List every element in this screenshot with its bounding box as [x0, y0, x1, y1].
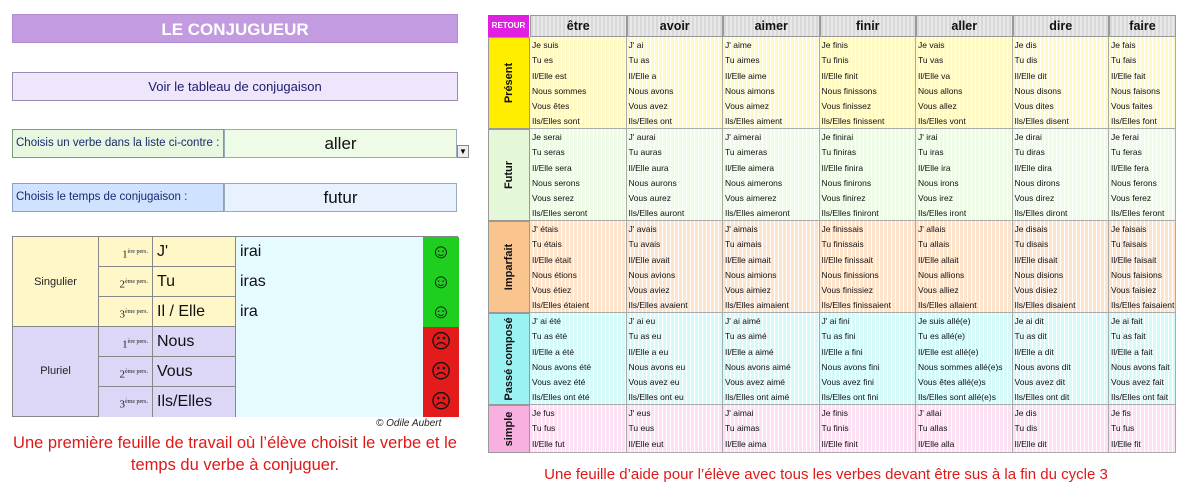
conjugation-line: Tu finiras: [821, 147, 857, 158]
tense-label: Choisis le temps de conjugaison :: [12, 183, 224, 212]
conjugation-line: Nous avons fini: [821, 361, 880, 372]
conjugation-line: Vous étiez: [532, 285, 572, 296]
person-number: 3: [119, 308, 125, 321]
conjugation-line: Tu vas: [918, 55, 944, 66]
conjugation-line: Il/Elle eut: [628, 438, 664, 449]
person-label: [99, 237, 152, 267]
conjugation-line: Ils/Elles auront: [628, 208, 685, 219]
credit: © Odile Aubert: [376, 418, 442, 429]
person-number: 2: [119, 278, 125, 291]
verb-select[interactable]: aller: [224, 129, 457, 158]
conjugation-line: Tu fus: [532, 423, 556, 434]
conjugation-line: J' étais: [532, 224, 559, 234]
conjugation-line: Tu feras: [1111, 147, 1142, 158]
conjugation-line: Nous ferons: [1111, 177, 1157, 188]
person-number: 1: [122, 248, 128, 261]
conjugation-line: Nous disons: [1014, 85, 1062, 96]
conjugation-line: Il/Elle aima: [725, 438, 767, 449]
verb-header: être: [530, 15, 627, 37]
conjugation-line: Ils/Elles ont fait: [1111, 392, 1169, 403]
conjugation-line: Nous avions: [628, 269, 676, 280]
conjugation-line: Il/Elle est: [532, 70, 567, 81]
conjugation-line: Ils/Elles aiment: [725, 116, 783, 127]
conjugation-line: Vous aimiez: [725, 285, 771, 296]
conjugation-line: Ils/Elles seront: [532, 208, 588, 219]
conjugation-line: Nous dirons: [1014, 177, 1060, 188]
conjugation-line: Ils/Elles sont: [532, 116, 580, 127]
conjugation-line: Il/Elle a eu: [628, 346, 669, 357]
conjugation-line: Tu allais: [918, 239, 950, 250]
person-label: [99, 297, 152, 327]
conjugation-line: Nous sommes allé(e)s: [918, 361, 1003, 372]
conjugation-line: Il/Elle a fini: [821, 346, 863, 357]
person-suffix: ème pers.: [125, 369, 148, 375]
conjugation-cell: [820, 221, 917, 313]
conjugation-cell: [820, 405, 917, 453]
conjugation-line: Tu aimes: [725, 55, 760, 66]
pronoun: Nous: [152, 327, 236, 357]
conjugation-cell: [530, 405, 627, 453]
conjugation-line: Il/Elle est allé(e): [918, 346, 979, 357]
conjugation-line: Vous allez: [918, 101, 957, 112]
tense-label: [488, 129, 530, 221]
conjugation-line: Tu dis: [1014, 423, 1038, 434]
conjugation-line: Vous ferez: [1111, 193, 1152, 204]
conjugation-cell: [530, 37, 627, 129]
conjugation-line: Ils/Elles avaient: [628, 300, 688, 311]
conjugation-line: Je dis: [1014, 40, 1037, 50]
verb-header: faire: [1109, 15, 1176, 37]
tense-label: [488, 313, 530, 405]
conjugation-line: Je fais: [1111, 40, 1136, 50]
conjugation-line: J' ai aimé: [725, 316, 761, 326]
conjugation-line: Tu as fait: [1111, 331, 1146, 342]
conjugation-line: Nous aimerons: [725, 177, 783, 188]
person-suffix: ème pers.: [125, 279, 148, 285]
conjugation-line: J' aimerai: [725, 132, 762, 142]
conjugation-line: Vous avez fini: [821, 377, 874, 388]
conjugation-line: Vous finissiez: [821, 285, 873, 296]
conjugation-cell: [627, 405, 724, 453]
conjugation-line: Il/Elle fit: [1111, 438, 1141, 449]
conjugation-line: Il/Elle allait: [918, 254, 959, 265]
verb-header: finir: [820, 15, 917, 37]
verb-header: aller: [916, 15, 1013, 37]
conjugation-line: Tu avais: [628, 239, 661, 250]
conjugation-line: Il/Elle fait: [1111, 70, 1146, 81]
conjugation-line: Vous êtes: [532, 101, 570, 112]
conjugation-line: Ils/Elles ont eu: [628, 392, 684, 403]
conjugation-cell: [627, 313, 724, 405]
conjugation-line: J' avais: [628, 224, 657, 234]
conjugation-line: Vous êtes allé(e)s: [918, 377, 986, 388]
conjugation-row: [99, 267, 459, 297]
conjugation-cell: [1013, 129, 1110, 221]
conjugation-line: Nous avons été: [532, 361, 592, 372]
conjugation-line: Ils/Elles aimeront: [725, 208, 790, 219]
conjugation-row: [99, 357, 459, 387]
conjugation-line: Ils/Elles étaient: [532, 300, 590, 311]
conjugation-line: J' eus: [628, 408, 651, 418]
tense-name: Passé composé: [503, 317, 515, 401]
conjugation-line: Ils/Elles font: [1111, 116, 1157, 127]
tense-name: simple: [503, 411, 515, 447]
person-suffix: ère pers.: [127, 339, 148, 345]
conjugation-line: J' aurai: [628, 132, 656, 142]
conjugation-line: Tu étais: [532, 239, 562, 250]
conjugation-line: Ils/Elles finiront: [821, 208, 879, 219]
conjugation-line: J' ai fini: [821, 316, 850, 326]
conjugation-line: Je faisais: [1111, 224, 1147, 234]
conjugation-line: Vous faites: [1111, 101, 1153, 112]
conjugation-line: Il/Elle a aimé: [725, 346, 774, 357]
conjugation-line: Il/Elle faisait: [1111, 254, 1157, 265]
tense-name: Futur: [503, 160, 515, 190]
conjugation-line: Tu auras: [628, 147, 662, 158]
conjugation-cell: [530, 221, 627, 313]
smiley-happy-icon: ☺: [423, 297, 459, 327]
conjugation-cell: [916, 313, 1013, 405]
conjugation-line: Je vais: [918, 40, 945, 50]
dropdown-arrow-icon[interactable]: ▼: [457, 145, 469, 158]
conjugation-line: Je suis allé(e): [918, 316, 971, 326]
conjugation-line: Je serai: [532, 132, 562, 142]
conjugation-line: Tu as eu: [628, 331, 662, 342]
conjugation-line: Je dirai: [1014, 132, 1042, 142]
conjugation-line: Nous finirons: [821, 177, 872, 188]
conjugation-cell: [820, 129, 917, 221]
conjugation-line: Vous avez aimé: [725, 377, 786, 388]
conjugation-line: Il/Elle a: [628, 70, 657, 81]
conjugation-line: Vous finissez: [821, 101, 872, 112]
conjugation-line: J' allais: [918, 224, 946, 234]
conjugation-line: Je finirai: [821, 132, 854, 142]
conjugation-line: Nous sommes: [532, 85, 587, 96]
conjugation-line: Nous avons dit: [1014, 361, 1071, 372]
answer-input[interactable]: [236, 327, 423, 357]
conjugation-line: Tu fais: [1111, 55, 1137, 66]
person-number: 2: [119, 368, 125, 381]
conjugation-cell: [723, 221, 820, 313]
smiley-happy-icon: ☺: [423, 237, 459, 267]
conjugation-line: Tu disais: [1014, 239, 1049, 250]
retour-button[interactable]: RETOUR: [488, 15, 529, 37]
conjugation-line: Tu as fini: [821, 331, 856, 342]
conjugation-row: [99, 327, 459, 357]
conjugation-line: J' allai: [918, 408, 942, 418]
conjugation-line: Tu allas: [918, 423, 948, 434]
conjugation-line: Ils/Elles ont fini: [821, 392, 879, 403]
conjugation-cell: [916, 405, 1013, 453]
conjugation-line: Nous finissons: [821, 85, 877, 96]
conjugation-line: Il/Elle a dit: [1014, 346, 1054, 357]
conjugation-line: Nous irons: [918, 177, 959, 188]
person-label: [99, 327, 152, 357]
conjugation-line: Je ai fait: [1111, 316, 1143, 326]
conjugation-line: Nous aimions: [725, 269, 777, 280]
person-suffix: ème pers.: [125, 309, 148, 315]
conjugation-line: Tu finissais: [821, 239, 864, 250]
conjugation-line: Tu eus: [628, 423, 655, 434]
conjugation-line: Il/Elle aimera: [725, 162, 775, 173]
conjugation-line: Ils/Elles sont allé(e)s: [918, 392, 996, 403]
singular-group: Singulier: [13, 237, 99, 327]
conjugation-line: Nous avons aimé: [725, 361, 791, 372]
conjugation-line: Nous faisions: [1111, 269, 1163, 280]
conjugation-cell: [916, 221, 1013, 313]
conjugation-line: Tu aimais: [725, 239, 762, 250]
conjugation-line: Vous avez fait: [1111, 377, 1164, 388]
conjugation-line: J' aimais: [725, 224, 758, 234]
conjugation-row: [99, 297, 459, 327]
conjugation-line: Nous serons: [532, 177, 580, 188]
conjugation-line: Je dis: [1014, 408, 1037, 418]
conjugation-line: Il/Elle finit: [821, 70, 858, 81]
conjugation-line: Vous faisiez: [1111, 285, 1157, 296]
conjugation-line: Vous disiez: [1014, 285, 1058, 296]
caption-right: Une feuille d’aide pour l’élève avec tous les verbes devant être sus à la fin du cycle 3: [544, 466, 1108, 483]
conjugation-line: Vous serez: [532, 193, 575, 204]
conjugation-line: J' ai: [628, 40, 644, 50]
conjugation-line: Ils/Elles disent: [1014, 116, 1069, 127]
conjugation-cell: [1013, 313, 1110, 405]
conjugation-cell: [820, 37, 917, 129]
app-title: LE CONJUGUEUR: [12, 14, 458, 43]
conjugation-line: Vous aimez: [725, 101, 769, 112]
conjugation-line: Ils/Elles disaient: [1014, 300, 1076, 311]
conjugation-cell: [1109, 313, 1176, 405]
conjugation-cell: [723, 37, 820, 129]
conjugation-line: Tu iras: [918, 147, 944, 158]
conjugation-line: Vous aurez: [628, 193, 672, 204]
conjugation-line: Vous aviez: [628, 285, 670, 296]
conjugation-line: Je fis: [1111, 408, 1131, 418]
smiley-sad-icon: ☹: [423, 357, 459, 387]
see-table-button[interactable]: Voir le tableau de conjugaison: [12, 72, 458, 101]
conjugation-line: Il/Elle a été: [532, 346, 575, 357]
conjugation-line: Tu faisais: [1111, 239, 1148, 250]
conjugation-line: Je finis: [821, 40, 848, 50]
conjugation-line: Je finis: [821, 408, 848, 418]
conjugation-cell: [1109, 37, 1176, 129]
conjugation-line: Il/Elle aime: [725, 70, 767, 81]
person-suffix: ère pers.: [127, 249, 148, 255]
conjugation-line: Ils/Elles ont été: [532, 392, 590, 403]
conjugation-line: Il/Elle alla: [918, 438, 955, 449]
conjugation-line: Nous aimons: [725, 85, 775, 96]
conjugation-line: Il/Elle dira: [1014, 162, 1052, 173]
conjugation-line: Tu seras: [532, 147, 565, 158]
pronoun: Il / Elle: [152, 297, 236, 327]
conjugation-line: J' aime: [725, 40, 752, 50]
person-number: 3: [119, 398, 125, 411]
conjugation-line: Nous allions: [918, 269, 965, 280]
conjugation-line: Il/Elle était: [532, 254, 572, 265]
conjugation-line: Il/Elle finit: [821, 438, 858, 449]
pronoun: Tu: [152, 267, 236, 297]
tense-name: Imparfait: [503, 243, 515, 291]
plural-group: Pluriel: [13, 327, 99, 416]
pronoun: Vous: [152, 357, 236, 387]
conjugation-line: Vous direz: [1014, 193, 1055, 204]
conjugation-line: Ils/Elles allaient: [918, 300, 977, 311]
conjugation-line: Vous finirez: [821, 193, 866, 204]
smiley-happy-icon: ☺: [423, 267, 459, 297]
conjugation-line: Tu as aimé: [725, 331, 767, 342]
conjugation-line: Ils/Elles finissent: [821, 116, 885, 127]
conjugation-line: Il/Elle a fait: [1111, 346, 1153, 357]
conjugation-line: Il/Elle finissait: [821, 254, 873, 265]
conjugation-line: Nous étions: [532, 269, 577, 280]
conjugation-line: Ils/Elles ont: [628, 116, 672, 127]
conjugation-cell: [627, 221, 724, 313]
conjugation-cell: [1109, 221, 1176, 313]
answer-input[interactable]: ira: [236, 297, 423, 327]
conjugation-line: Tu es allé(e): [918, 331, 965, 342]
conjugation-line: Il/Elle finira: [821, 162, 864, 173]
conjugation-line: Ils/Elles vont: [918, 116, 966, 127]
conjugation-line: Il/Elle fut: [532, 438, 565, 449]
conjugation-line: Ils/Elles ont dit: [1014, 392, 1070, 403]
verb-header: avoir: [627, 15, 724, 37]
conjugation-line: Tu es: [532, 55, 553, 66]
conjugation-line: Vous avez dit: [1014, 377, 1066, 388]
conjugation-line: Nous allons: [918, 85, 963, 96]
conjugation-line: Nous avons eu: [628, 361, 686, 372]
verb-header: aimer: [723, 15, 820, 37]
conjugation-cell: [1013, 37, 1110, 129]
conjugation-cell: [723, 405, 820, 453]
conjugation-line: Vous avez été: [532, 377, 586, 388]
conjugation-line: Je disais: [1014, 224, 1048, 234]
tense-name: Présent: [503, 62, 515, 104]
answer-input[interactable]: iras: [236, 267, 423, 297]
conjugation-cell: [1013, 221, 1110, 313]
conjugation-line: Vous irez: [918, 193, 953, 204]
conjugation-cell: [1109, 129, 1176, 221]
conjugation-line: Tu aimas: [725, 423, 760, 434]
conjugation-line: Nous aurons: [628, 177, 677, 188]
answer-input[interactable]: irai: [236, 237, 423, 267]
conjugation-line: Il/Elle aimait: [725, 254, 771, 265]
conjugation-line: Ils/Elles faisaient: [1111, 300, 1175, 311]
verb-header: dire: [1013, 15, 1110, 37]
conjugation-line: Ils/Elles aimaient: [725, 300, 789, 311]
conjugation-line: J' ai été: [532, 316, 562, 326]
conjugation-line: Il/Elle aura: [628, 162, 669, 173]
conjugation-line: Ils/Elles feront: [1111, 208, 1165, 219]
answer-input[interactable]: [236, 357, 423, 387]
conjugation-line: Tu finis: [821, 55, 849, 66]
pronoun: J': [152, 237, 236, 267]
conjugation-line: Il/Elle dit: [1014, 70, 1047, 81]
conjugation-line: Il/Elle dit: [1014, 438, 1047, 449]
conjugation-line: Nous finissions: [821, 269, 879, 280]
conjugation-row: [99, 237, 459, 267]
conjugation-cell: [820, 313, 917, 405]
conjugation-line: Tu finis: [821, 423, 849, 434]
person-label: [99, 357, 152, 387]
conjugation-line: Tu as dit: [1014, 331, 1047, 342]
pronoun: Ils/Elles: [152, 387, 236, 417]
conjugation-line: Ils/Elles finissaient: [821, 300, 891, 311]
tense-label: [488, 37, 530, 129]
conjugation-line: Je ai dit: [1014, 316, 1044, 326]
conjugation-grid: [12, 236, 458, 417]
conjugation-line: Tu as: [628, 55, 650, 66]
conjugation-line: Vous avez eu: [628, 377, 680, 388]
conjugation-line: Il/Elle fera: [1111, 162, 1149, 173]
conjugation-cell: [723, 313, 820, 405]
conjugation-line: Nous avons: [628, 85, 674, 96]
conjugation-row: [99, 387, 459, 417]
conjugation-line: Je fus: [532, 408, 555, 418]
tense-label: [488, 405, 530, 453]
conjugation-line: Ils/Elles ont aimé: [725, 392, 790, 403]
conjugation-line: Ils/Elles diront: [1014, 208, 1068, 219]
conjugation-line: Nous disions: [1014, 269, 1064, 280]
conjugation-line: Il/Elle ira: [918, 162, 951, 173]
conjugation-cell: [530, 129, 627, 221]
person-suffix: ème pers.: [125, 399, 148, 405]
conjugation-line: J' irai: [918, 132, 938, 142]
answer-input[interactable]: [236, 387, 423, 417]
caption-left: Une première feuille de travail où l’élève choisit le verbe et le temps du verbe à conjuguer.: [13, 434, 457, 474]
conjugation-line: J' aimai: [725, 408, 754, 418]
conjugation-line: Tu diras: [1014, 147, 1045, 158]
tense-select[interactable]: futur: [224, 183, 457, 212]
conjugation-line: Nous faisons: [1111, 85, 1161, 96]
conjugation-cell: [1013, 405, 1110, 453]
conjugation-cell: [916, 37, 1013, 129]
conjugation-line: Il/Elle va: [918, 70, 951, 81]
conjugation-line: Vous aimerez: [725, 193, 777, 204]
smiley-sad-icon: ☹: [423, 387, 459, 417]
conjugation-line: Nous avons fait: [1111, 361, 1170, 372]
conjugation-line: Tu aimeras: [725, 147, 768, 158]
person-number: 1: [122, 338, 128, 351]
conjugation-cell: [627, 37, 724, 129]
conjugation-line: Je ferai: [1111, 132, 1139, 142]
smiley-sad-icon: ☹: [423, 327, 459, 357]
person-label: [99, 387, 152, 417]
conjugation-line: Vous avez: [628, 101, 668, 112]
conjugation-line: Vous alliez: [918, 285, 959, 296]
conjugation-line: Tu fus: [1111, 423, 1135, 434]
conjugation-line: J' ai eu: [628, 316, 656, 326]
verb-label: Choisis un verbe dans la liste ci-contre :: [12, 129, 224, 158]
conjugation-cell: [916, 129, 1013, 221]
conjugation-cell: [627, 129, 724, 221]
conjugation-line: Ils/Elles iront: [918, 208, 967, 219]
conjugation-line: Il/Elle sera: [532, 162, 572, 173]
conjugation-line: Tu as été: [532, 331, 568, 342]
conjugation-cell: [723, 129, 820, 221]
conjugation-cell: [530, 313, 627, 405]
conjugation-line: Vous dites: [1014, 101, 1054, 112]
person-label: [99, 267, 152, 297]
tense-label: [488, 221, 530, 313]
conjugation-line: Tu dis: [1014, 55, 1038, 66]
conjugation-line: Je finissais: [821, 224, 864, 234]
conjugation-cell: [1109, 405, 1176, 453]
conjugation-line: Il/Elle disait: [1014, 254, 1058, 265]
conjugation-line: Je suis: [532, 40, 559, 50]
conjugation-line: Il/Elle avait: [628, 254, 670, 265]
